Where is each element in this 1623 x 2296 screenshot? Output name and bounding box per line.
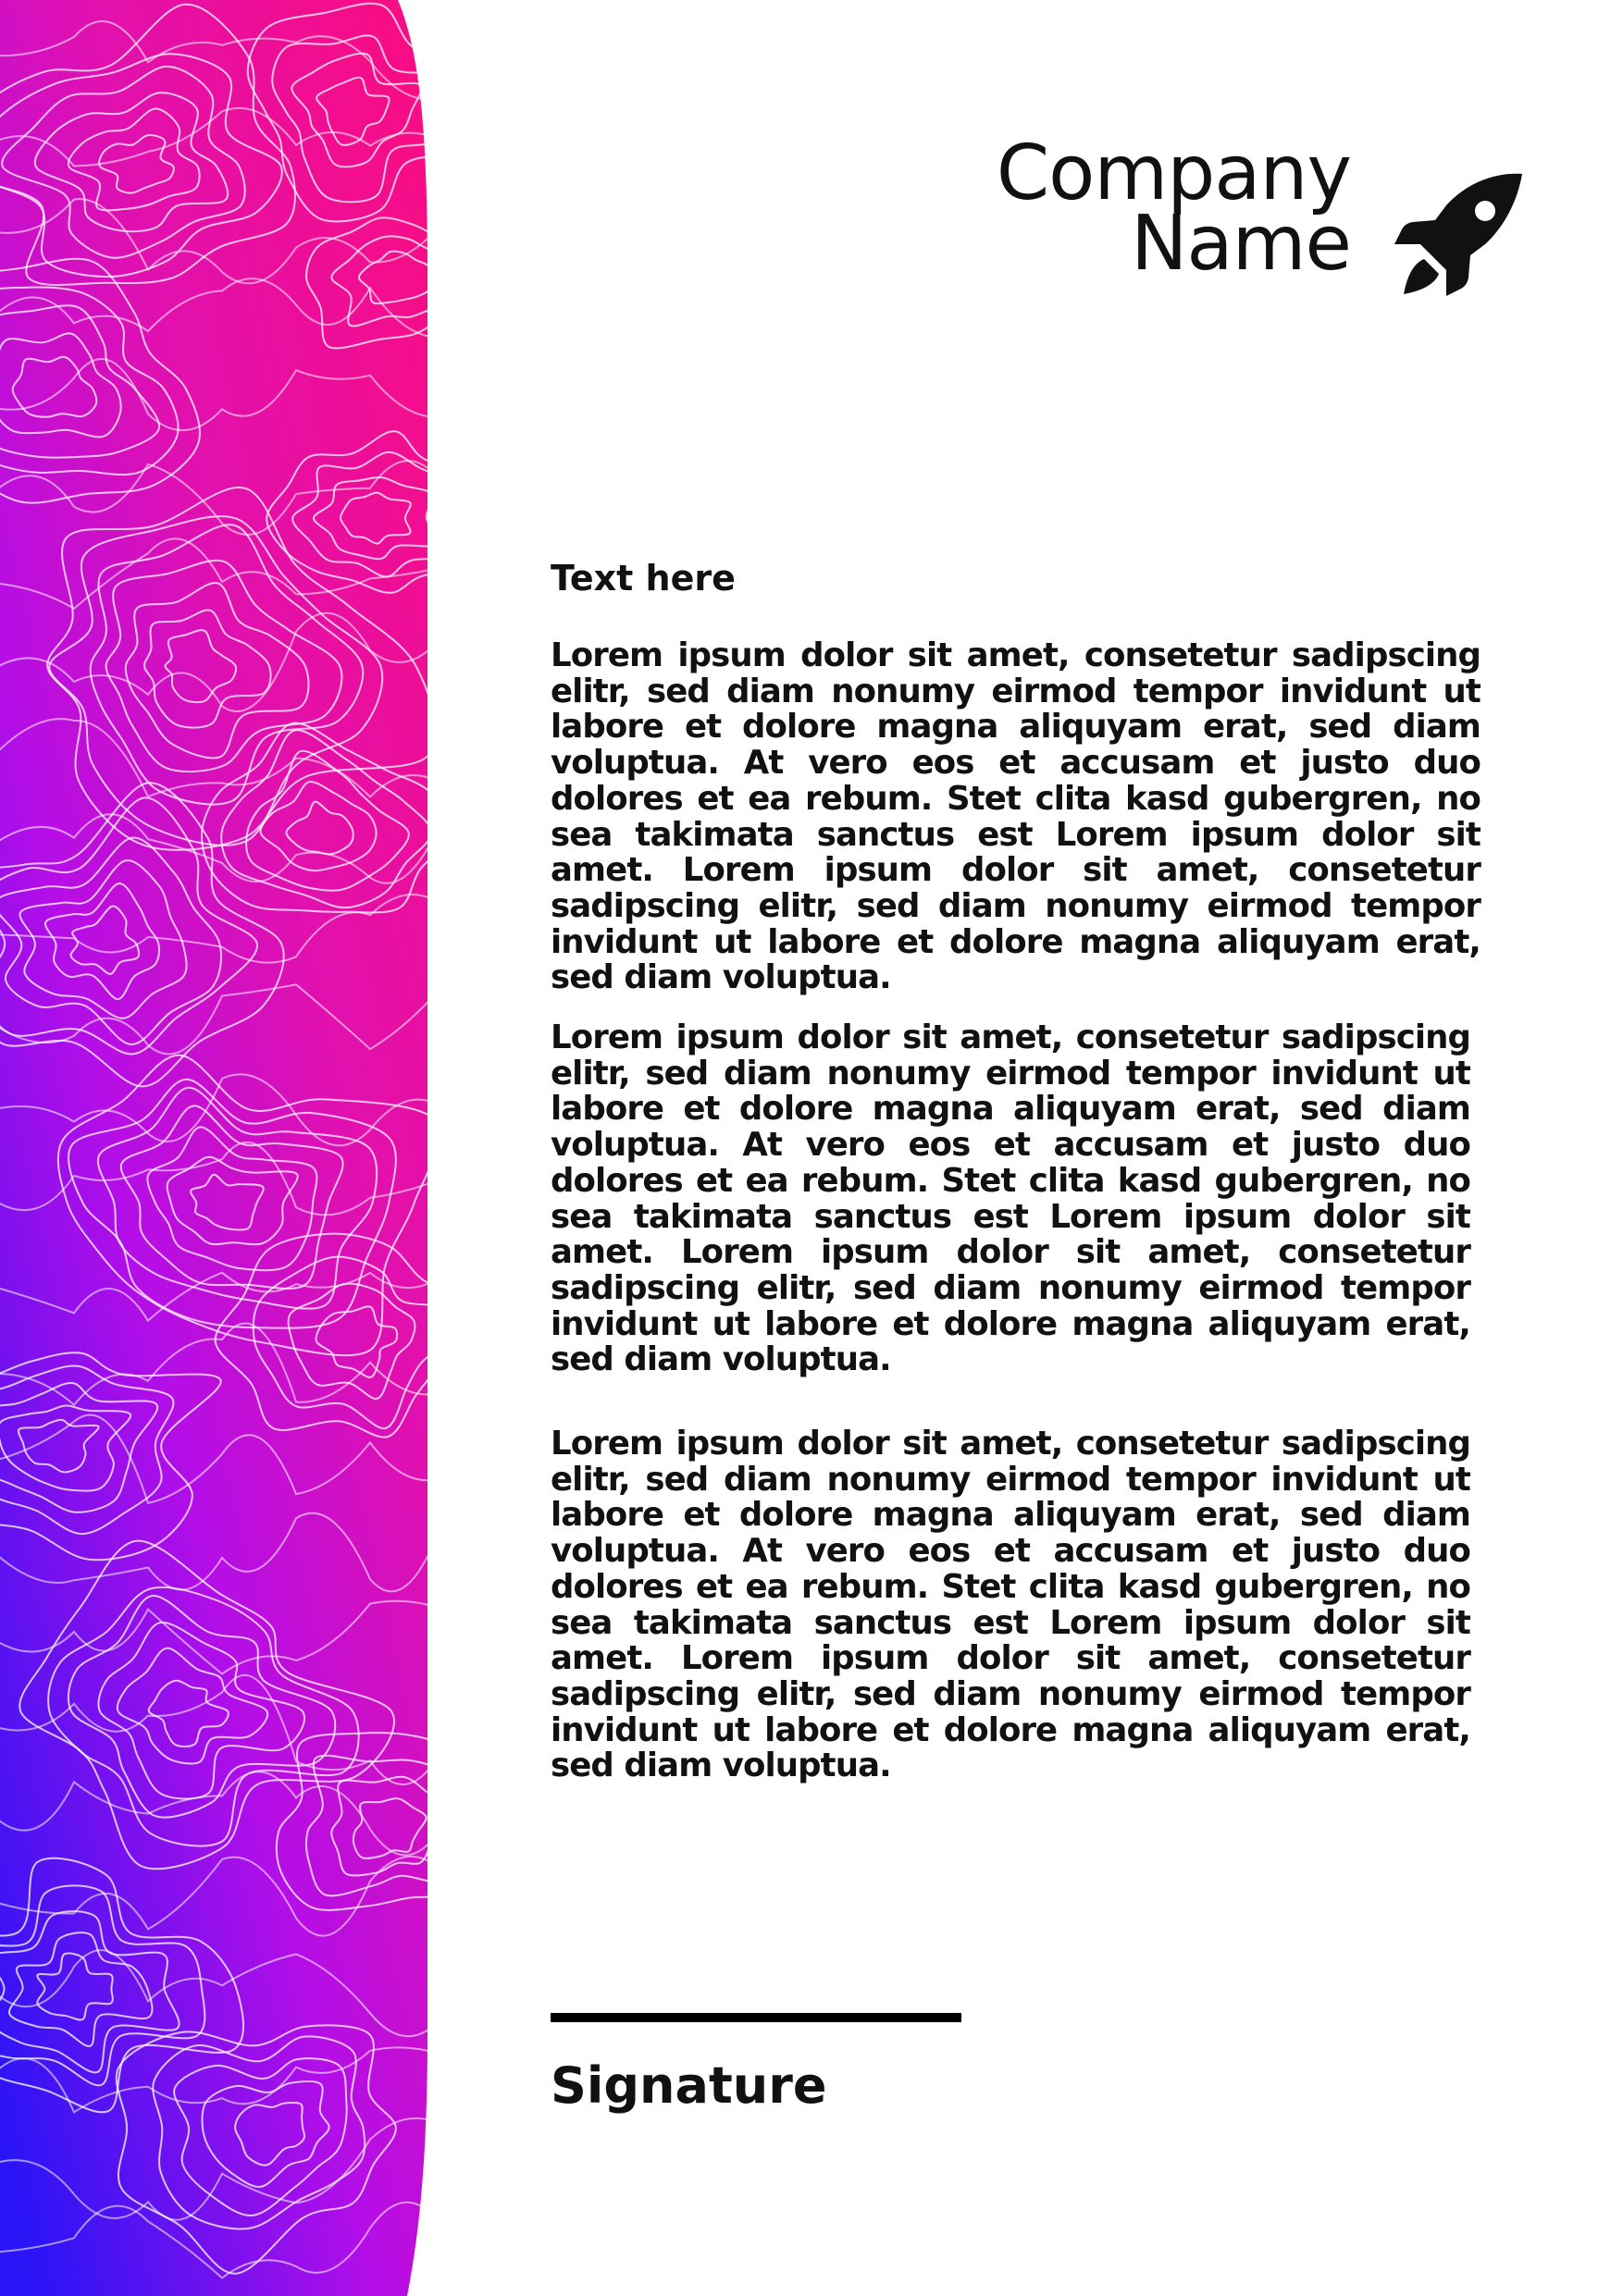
signature-label: Signature	[551, 2056, 827, 2115]
body-paragraph-1: Lorem ipsum dolor sit amet, consetetur sadipscing elitr, sed diam nonumy eirmod tempor invidunt ut labore et dolore magna aliquyam erat, sed diam voluptua. At vero eos et accusam et justo duo dolores et ea rebum. Stet clita kasd gubergren, no sea takimata sanctus est Lorem ipsum dolor sit amet. Lorem ipsum dolor sit amet, consetetur sadipscing elitr, sed diam nonumy eirmod tempor invidunt ut labore et dolore magna aliquyam erat, sed diam voluptua.	[551, 636, 1481, 997]
rocket-icon	[1393, 167, 1531, 305]
signature-line	[551, 2013, 961, 2022]
contour-pattern	[0, 0, 435, 2296]
company-name-line1: Company	[996, 130, 1351, 217]
body-heading: Text here	[551, 558, 736, 599]
body-paragraph-2: Lorem ipsum dolor sit amet, consetetur sadipscing elitr, sed diam nonumy eirmod tempor invidunt ut labore et dolore magna aliquyam erat, sed diam voluptua. At vero eos et accusam et justo duo dolores et ea rebum. Stet clita kasd gubergren, no sea takimata sanctus est Lorem ipsum dolor sit amet. Lorem ipsum dolor sit amet, consetetur sadipscing elitr, sed diam nonumy eirmod tempor invidunt ut labore et dolore magna aliquyam erat, sed diam voluptua.	[551, 1018, 1470, 1379]
company-name	[925, 130, 1351, 288]
decorative-side-band	[0, 0, 435, 2296]
company-name-line2: Name	[1131, 200, 1351, 288]
letter-body	[551, 555, 1481, 1784]
body-paragraph-3: Lorem ipsum dolor sit amet, consetetur sadipscing elitr, sed diam nonumy eirmod tempor invidunt ut labore et dolore magna aliquyam erat, sed diam voluptua. At vero eos et accusam et justo duo dolores et ea rebum. Stet clita kasd gubergren, no sea takimata sanctus est Lorem ipsum dolor sit amet. Lorem ipsum dolor sit amet, consetetur sadipscing elitr, sed diam nonumy eirmod tempor invidunt ut labore et dolore magna aliquyam erat, sed diam voluptua.	[551, 1425, 1470, 1785]
